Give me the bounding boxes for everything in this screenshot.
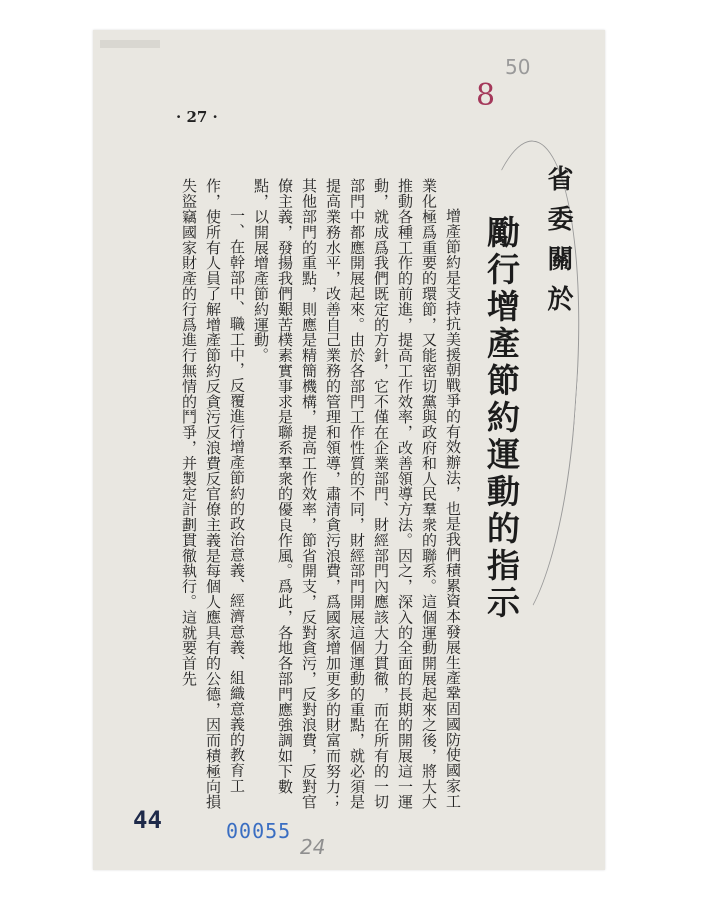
- pencil-number: 24: [300, 835, 326, 859]
- scan-smudge: [100, 40, 160, 48]
- body-text: [177, 178, 465, 818]
- document-title: 勵行增產節約運動的指示: [482, 215, 521, 622]
- stamp-number: 00055: [226, 819, 292, 843]
- paragraph-2: 一、在幹部中、職工中，反覆進行增產節約的政治意義、經濟意義、組織意義的教育工作，使所有人員了解增產節約反貪污反浪費反官僚主義是每個人應具有的公德，因而積極向損失盜竊國家財產的行爲進行無情的鬥爭，并製定計劃貫徹執行。這就要首先: [180, 178, 246, 810]
- title-prefix: 省委關於: [543, 165, 573, 325]
- page-number: · 27 ·: [176, 108, 218, 126]
- paragraph-1: 增產節約是支持抗美援朝戰爭的有效辦法，也是我們積累資本發展生產鞏固國防使國家工業化極爲重要的環節，又能密切黨與政府和人民羣衆的聯系。這個運動開展起來之後，將大大推動各種工作的前進，提高工作效率，改善領導方法。因之，深入的全面的長期的開展這一運動，就成爲我們既定的方針，它不僅在企業部門、財經部門內應該大力貫徹，而在所有的一切部門中都應開展起來。由於各部門工作性質的不同，財經部門開展這個運動的重點，就必須是提高業務水平，改善自己業務的管理和領導，肅清貪污浪費，爲國家增加更多的財富而努力；其他部門的重點，則應是精簡機構，提高工作效率，節省開支，反對貪污，反對浪費，反對官僚主義，發揚我們艱苦樸素實事求是聯系羣衆的優良作風。爲此，各地各部門應強調如下數點，以開展增產節約運動。: [252, 178, 462, 810]
- faint-pencil-mark: 50: [505, 55, 531, 79]
- archive-number: 44: [133, 806, 162, 834]
- handwritten-mark: 8: [476, 78, 496, 113]
